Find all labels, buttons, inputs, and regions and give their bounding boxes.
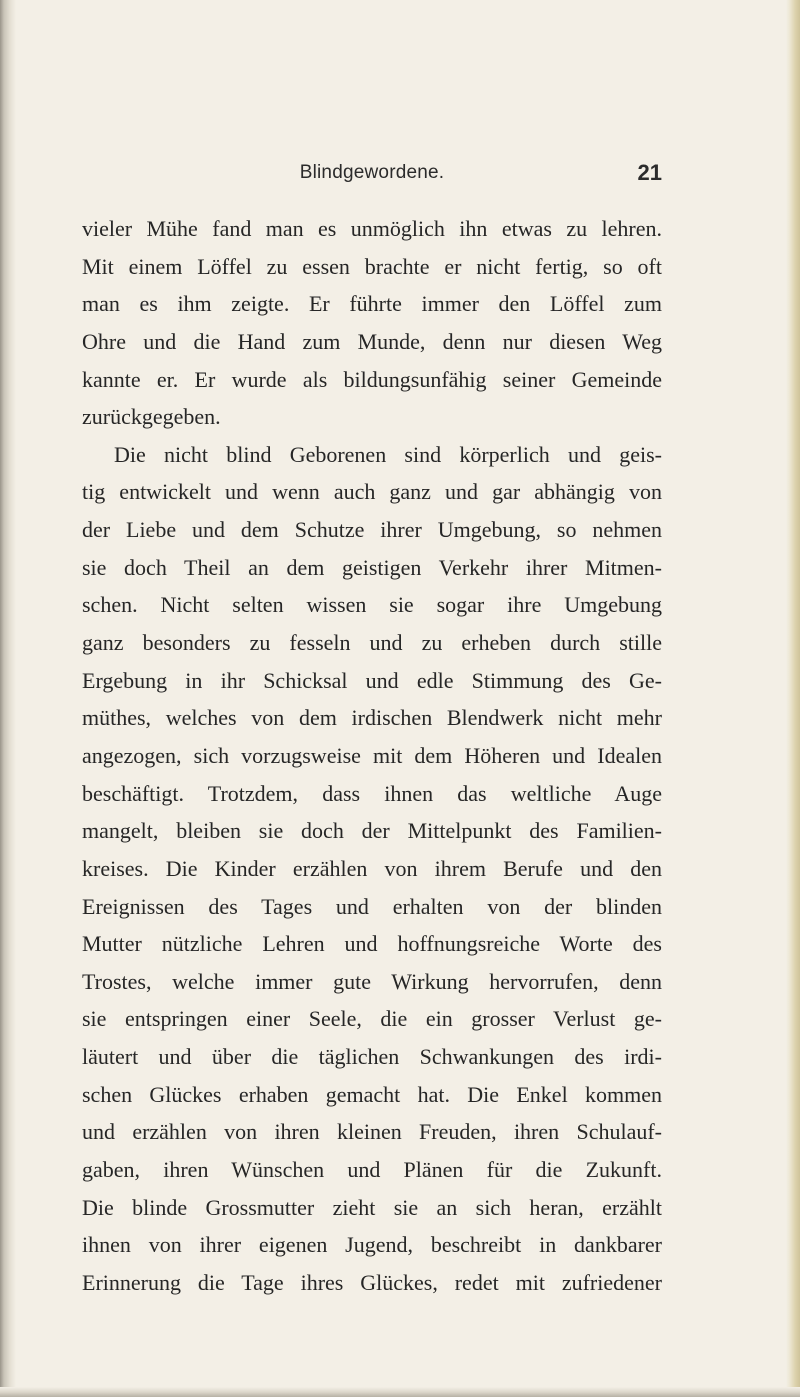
text-line: mangelt, bleiben sie doch der Mittelpunkt des Familien-	[82, 818, 662, 844]
text-line: tig entwickelt und wenn auch ganz und gar abhängig von	[82, 479, 662, 505]
text-line: ihnen von ihrer eigenen Jugend, beschreibt in dankbarer	[82, 1232, 662, 1258]
text-line: Mit einem Löffel zu essen brachte er nicht fertig, so oft	[82, 253, 662, 279]
text-line: Mutter nützliche Lehren und hoffnungsreiche Worte des	[82, 931, 662, 957]
text-line: müthes, welches von dem irdischen Blendwerk nicht mehr	[82, 705, 662, 731]
text-line: schen Glückes erhaben gemacht hat. Die Enkel kommen	[82, 1081, 662, 1107]
text-line: zurückgegeben.	[82, 404, 221, 430]
text-line: Erinnerung die Tage ihres Glückes, redet mit zufriedener	[82, 1269, 662, 1295]
text-line: ganz besonders zu fesseln und zu erheben durch stille	[82, 630, 662, 656]
running-head-title: Blindgewordene.	[299, 162, 445, 183]
page-bottom-edge	[0, 1387, 800, 1397]
text-line: Die nicht blind Geborenen sind körperlich und geis-	[114, 441, 662, 467]
text-line: vieler Mühe fand man es unmöglich ihn etwas zu lehren.	[82, 216, 662, 241]
text-line: kannte er. Er wurde als bildungsunfähig seiner Gemeinde	[82, 366, 662, 392]
text-line: schen. Nicht selten wissen sie sogar ihre Umgebung	[82, 592, 662, 618]
text-line: beschäftigt. Trotzdem, dass ihnen das weltliche Auge	[82, 780, 662, 806]
text-line: Ergebung in ihr Schicksal und edle Stimmung des Ge-	[82, 667, 662, 693]
text-line: Ohre und die Hand zum Munde, denn nur diesen Weg	[82, 328, 662, 354]
text-line: angezogen, sich vorzugsweise mit dem Höheren und Idealen	[82, 742, 662, 768]
text-line: man es ihm zeigte. Er führte immer den Löffel zum	[82, 291, 662, 317]
page-number: 21	[637, 160, 662, 185]
text-line: Trostes, welche immer gute Wirkung hervorrufen, denn	[82, 968, 662, 994]
page-binding-shadow	[0, 0, 16, 1397]
text-line: läutert und über die täglichen Schwankungen des irdi-	[82, 1044, 662, 1070]
text-line: der Liebe und dem Schutze ihrer Umgebung, so nehmen	[82, 517, 662, 543]
page-edge	[786, 0, 800, 1397]
running-head	[82, 158, 662, 192]
body-text	[82, 210, 662, 1302]
text-line: sie entspringen einer Seele, die ein grosser Verlust ge-	[82, 1006, 662, 1032]
text-line: kreises. Die Kinder erzählen von ihrem Berufe und den	[82, 855, 662, 881]
text-line: gaben, ihren Wünschen und Plänen für die Zukunft.	[82, 1157, 662, 1183]
text-line: Ereignissen des Tages und erhalten von der blinden	[82, 893, 662, 919]
text-line: Die blinde Grossmutter zieht sie an sich heran, erzählt	[82, 1194, 662, 1220]
text-line: und erzählen von ihren kleinen Freuden, ihren Schulauf-	[82, 1119, 662, 1145]
text-line: sie doch Theil an dem geistigen Verkehr ihrer Mitmen-	[82, 554, 662, 580]
